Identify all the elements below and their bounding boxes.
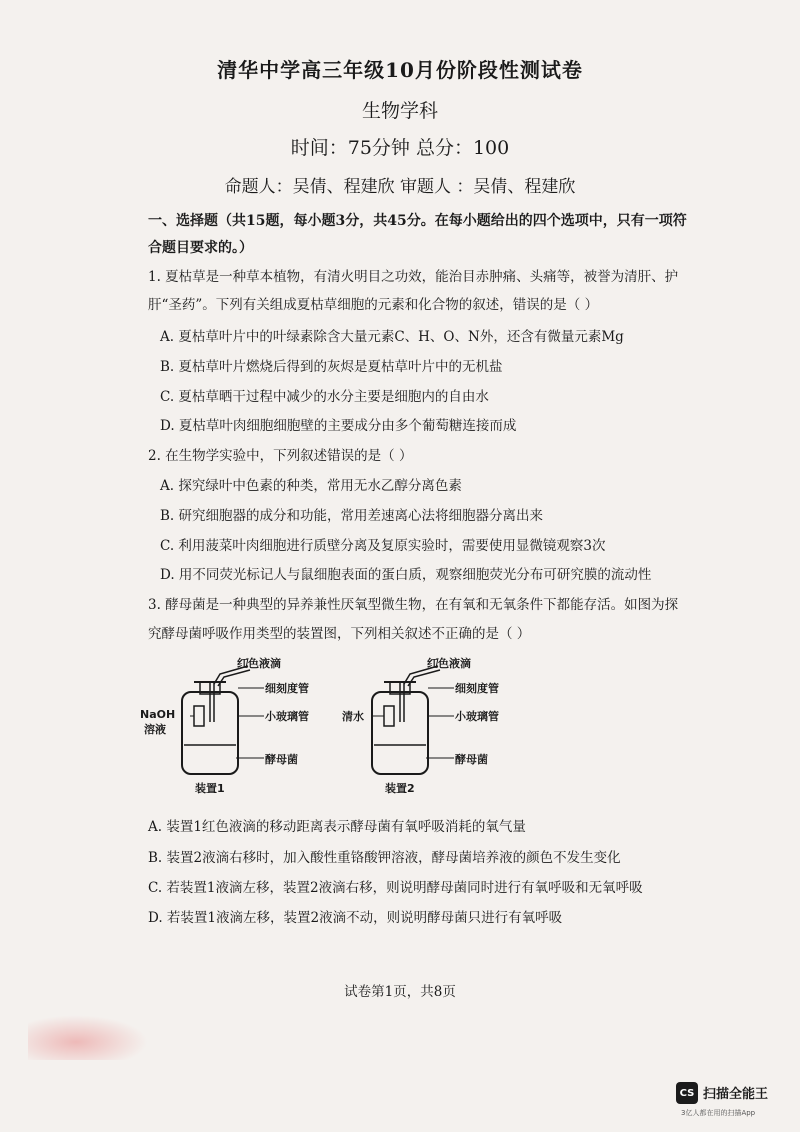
exam-subject: 生物学科 [361, 100, 438, 122]
device-1-label-fine-tube: 细刻度管 [265, 682, 309, 695]
yeast-respiration-figure [140, 650, 520, 800]
section-heading-line1: 一、选择题（共15题，每小题3分，共45分。在每小题给出的四个选项中，只有一项符 [148, 213, 687, 229]
q1-stem-line2: 肝“圣药”。下列有关组成夏枯草细胞的元素和化合物的叙述，错误的是（ ） [148, 297, 599, 313]
q3-stem-line1: 3. 酵母菌是一种典型的异养兼性厌氧型微生物，在有氧和无氧条件下都能存活。如图为探 [148, 597, 679, 613]
exam-title: 清华中学高三年级10月份阶段性测试卷 [217, 58, 583, 82]
device-2-label-yeast: 酵母菌 [455, 753, 488, 766]
exam-time-info: 时间：75分钟 总分：100 [290, 137, 510, 159]
q2-option-c: C. 利用菠菜叶肉细胞进行质壁分离及复原实验时，需要使用显微镜观察3次 [160, 538, 606, 554]
section-heading-line2: 合题目要求的。） [148, 240, 253, 256]
device-2-caption: 装置2 [385, 782, 415, 795]
q2-option-b: B. 研究细胞器的成分和功能，常用差速离心法将细胞器分离出来 [160, 508, 544, 524]
device-1-label-solution: 溶液 [144, 723, 166, 736]
device-1-label-yeast: 酵母菌 [265, 753, 298, 766]
device-1-label-naoh: NaOH [140, 708, 176, 721]
device-1-label-red-droplet: 红色液滴 [237, 657, 281, 670]
device-2-label-small-tube: 小玻璃管 [455, 710, 499, 723]
device-2-label-red-droplet: 红色液滴 [427, 657, 471, 670]
q1-stem-line1: 1. 夏枯草是一种草本植物，有清火明目之功效，能治目赤肿痛、头痛等，被誉为清肝、护 [148, 269, 679, 285]
device-2-label-water: 清水 [342, 710, 364, 723]
q2-option-d: D. 用不同荧光标记人与鼠细胞表面的蛋白质，观察细胞荧光分布可研究膜的流动性 [160, 567, 652, 583]
exam-authors: 命题人：吴倩、程建欣 审题人 ：吴倩、程建欣 [224, 177, 576, 197]
q3-stem-line2: 究酵母菌呼吸作用类型的装置图，下列相关叙述不正确的是（ ） [148, 626, 531, 642]
q3-option-d: D. 若装置1液滴左移，装置2液滴不动，则说明酵母菌只进行有氧呼吸 [148, 910, 563, 926]
device-2-apparatus [372, 658, 454, 774]
page-footer: 试卷第1页，共8页 [344, 984, 456, 1000]
device-1-apparatus [182, 658, 264, 774]
q3-option-a: A. 装置1红色液滴的移动距离表示酵母菌有氧呼吸消耗的氧气量 [148, 819, 526, 835]
device-1-caption: 装置1 [195, 782, 225, 795]
q2-stem: 2. 在生物学实验中，下列叙述错误的是（ ） [148, 448, 413, 464]
camscanner-brand: 扫描全能王 [703, 1087, 769, 1102]
q1-option-b: B. 夏枯草叶片燃烧后得到的灰烬是夏枯草叶片中的无机盐 [160, 359, 503, 375]
red-stain-mark [28, 1015, 148, 1060]
device-1-label-small-tube: 小玻璃管 [265, 710, 309, 723]
device-2-label-fine-tube: 细刻度管 [455, 682, 499, 695]
q3-option-b: B. 装置2液滴右移时，加入酸性重铬酸钾溶液，酵母菌培养液的颜色不发生变化 [148, 850, 621, 866]
q1-option-a: A. 夏枯草叶片中的叶绿素除含大量元素C、H、O、N外，还含有微量元素Mg [160, 329, 624, 345]
q3-option-c: C. 若装置1液滴左移，装置2液滴右移，则说明酵母菌同时进行有氧呼吸和无氧呼吸 [148, 880, 643, 896]
q1-option-c: C. 夏枯草晒干过程中减少的水分主要是细胞内的自由水 [160, 389, 489, 405]
camscanner-slogan: 3亿人都在用的扫描App [681, 1109, 756, 1117]
q2-option-a: A. 探究绿叶中色素的种类，常用无水乙醇分离色素 [160, 478, 462, 494]
q1-option-d: D. 夏枯草叶肉细胞细胞壁的主要成分由多个葡萄糖连接而成 [160, 418, 517, 434]
camscanner-logo-icon: CS [676, 1082, 698, 1104]
